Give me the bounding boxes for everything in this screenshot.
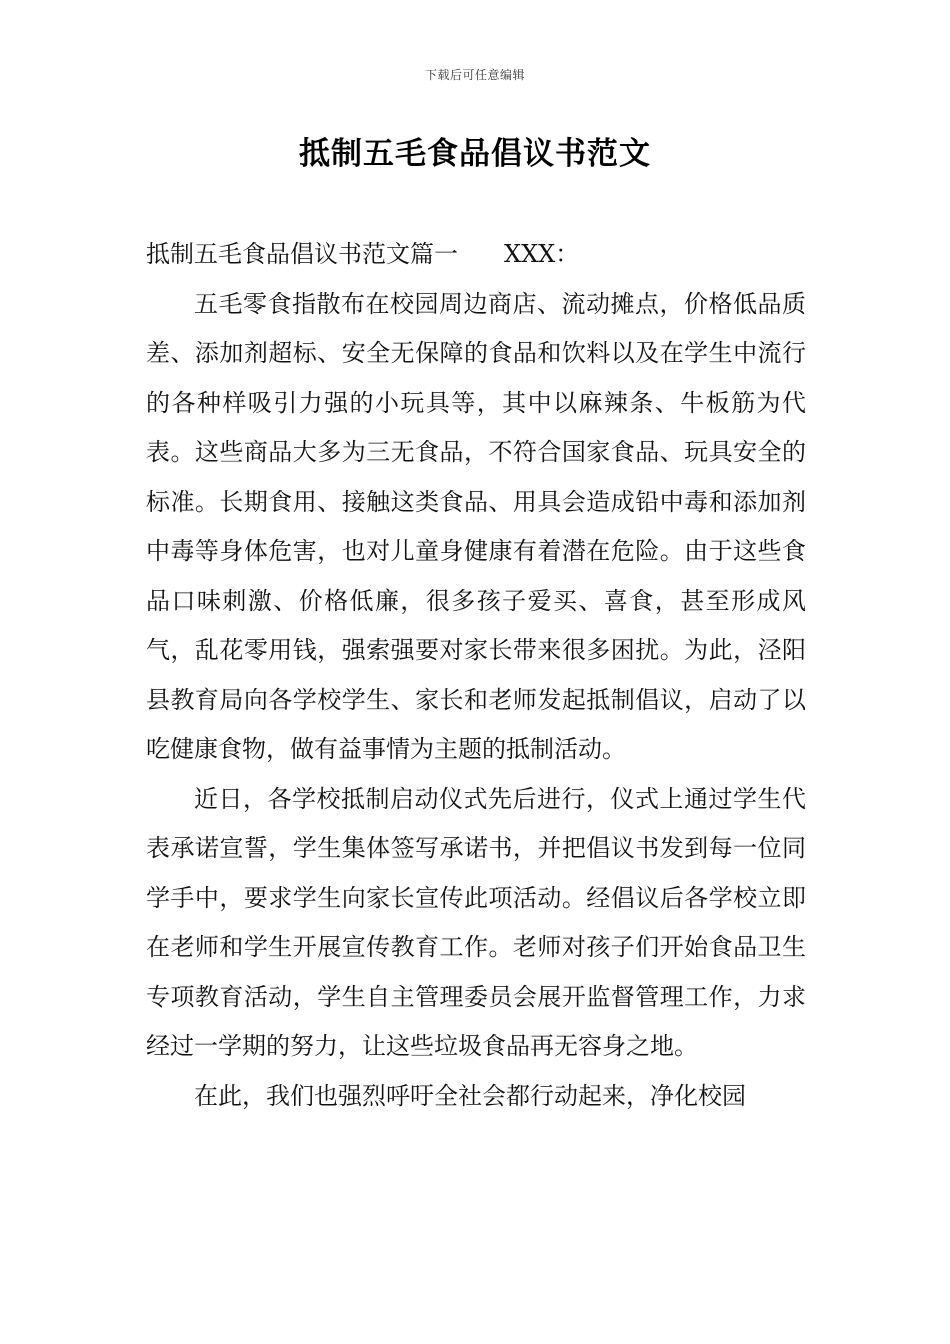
salutation: XXX：: [504, 240, 580, 268]
document-title: 抵制五毛食品倡议书范文: [299, 136, 651, 172]
paragraph: 在此，我们也强烈呼吁全社会都行动起来，净化校园: [194, 1081, 746, 1110]
paragraph: 近日，各学校抵制启动仪式先后进行，仪式上通过学生代表承诺宣誓，学生集体签写承诺书，并把倡议书发到每一位同学手中，要求学生向家长宣传此项活动。经倡议后各学校立即在老师和学生开展宣传教育工作。老师对孩子们开始食品卫生专项教育活动，学生自主管理委员会展开监督管理工作，力求经过一学期的努力，让这些垃圾食品再无容身之地。: [146, 784, 806, 1060]
paragraph: 五毛零食指散布在校园周边商店、流动摊点，价格低品质差、添加剂超标、安全无保障的食品和饮料以及在学生中流行的各种样吸引力强的小玩具等，其中以麻辣条、牛板筋为代表。这些商品大多为三无食品，不符合国家食品、玩具安全的标准。长期食用、接触这类食品、用具会造成铅中毒和添加剂中毒等身体危害，也对儿童身健康有着潜在危险。由于这些食品口味刺激、价格低廉，很多孩子爱买、喜食，甚至形成风气，乱花零用钱，强索强要对家长带来很多困扰。为此，泾阳县教育局向各学校学生、家长和老师发起抵制倡议，启动了以吃健康食物，做有益事情为主题的抵制活动。: [146, 289, 806, 763]
section-heading-line: [146, 230, 806, 280]
document-body: [146, 230, 806, 1121]
header-note: 下载后可任意编辑: [424, 68, 525, 82]
section-heading: 抵制五毛食品倡议书范文篇一: [146, 240, 458, 268]
